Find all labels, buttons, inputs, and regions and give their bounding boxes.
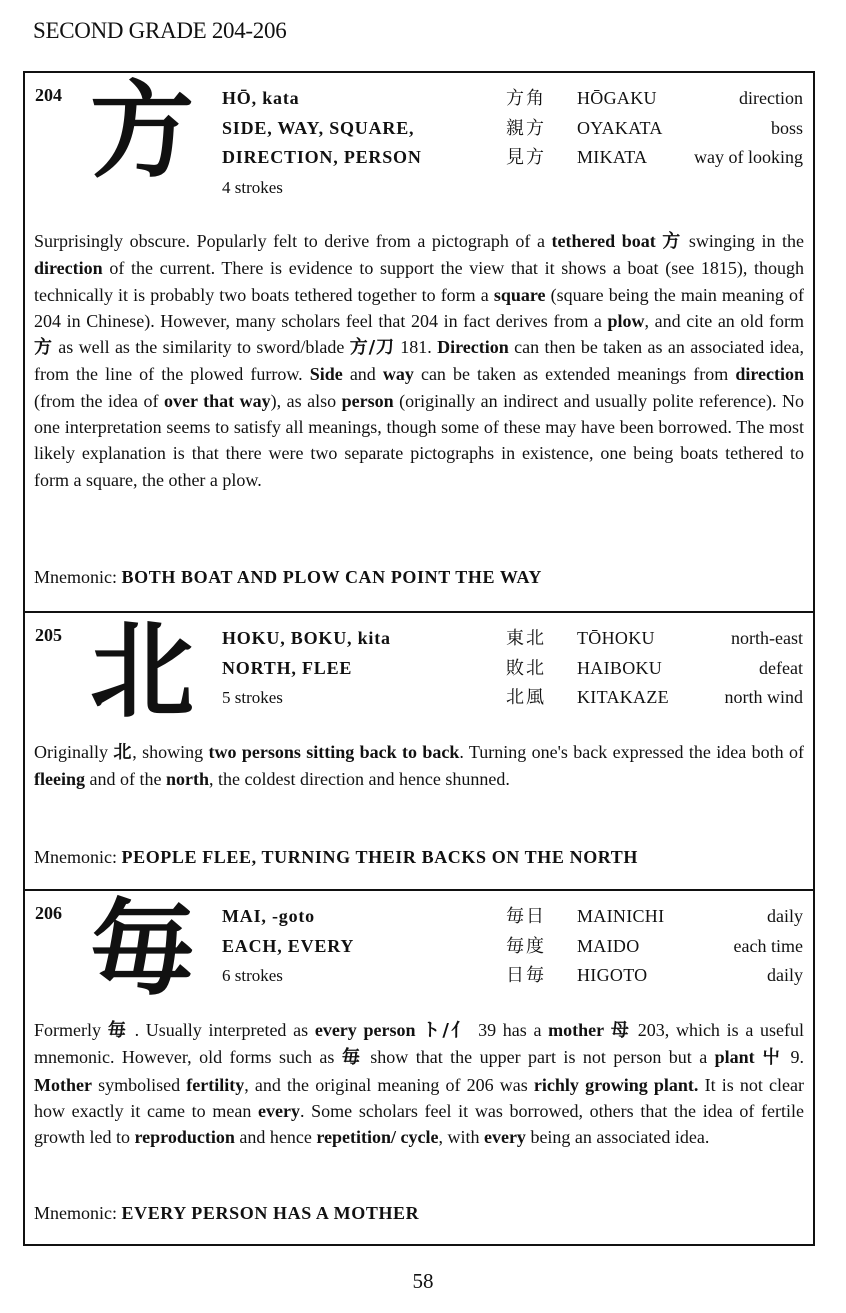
sword-glyph: 方/刀 (349, 337, 395, 359)
compound-reading: HIGOTO (577, 965, 648, 985)
mnemonic (34, 847, 638, 868)
readings: HŌ, kata (222, 88, 300, 108)
compound-meaning: north wind (724, 687, 803, 707)
compound-meaning: way of looking (694, 147, 803, 167)
compound-kanji: 毎日 (506, 906, 546, 927)
compound-kanji: 日毎 (506, 965, 546, 986)
meaning-line: SIDE, WAY, SQUARE, (222, 117, 415, 138)
compound-meaning: north-east (731, 628, 803, 648)
compound-list (506, 84, 803, 173)
mnemonic-label: Mnemonic: (34, 847, 117, 867)
compound-reading: MAINICHI (577, 906, 665, 926)
compound-kanji: 毎度 (506, 935, 546, 957)
mnemonic-label: Mnemonic: (34, 1203, 117, 1223)
readings-block (222, 624, 391, 713)
entry-number: 205 (35, 625, 62, 645)
compound-row (506, 932, 803, 962)
compound-reading: HŌGAKU (577, 88, 657, 108)
compound-row (506, 654, 803, 684)
readings: HOKU, BOKU, kita (222, 628, 391, 648)
meaning-line: NORTH, FLEE (222, 657, 353, 678)
former-form-glyph: 毎 (107, 1020, 128, 1041)
meaning-line: DIRECTION, PERSON (222, 147, 422, 167)
compound-reading: OYAKATA (577, 117, 663, 138)
compound-row (506, 624, 803, 654)
entry-number: 206 (35, 903, 62, 923)
kanji-character: 毎 (89, 888, 194, 1010)
meaning-line: EACH, EVERY (222, 935, 355, 956)
compound-reading: TŌHOKU (577, 628, 655, 648)
compound-reading: MAIDO (577, 935, 640, 956)
compound-kanji: 敗北 (506, 657, 546, 679)
compound-row (506, 902, 803, 932)
compound-reading: MIKATA (577, 147, 648, 167)
readings-block (222, 902, 354, 991)
mnemonic-label: Mnemonic: (34, 567, 117, 587)
compound-meaning: each time (733, 935, 803, 956)
kanji-entry-204 (25, 70, 813, 611)
compound-row (506, 143, 803, 173)
mnemonic (34, 567, 542, 588)
compound-kanji: 東北 (506, 628, 546, 649)
stroke-count: 6 strokes (222, 966, 283, 985)
compound-row (506, 114, 803, 144)
kanji-character: 北 (89, 610, 194, 732)
compound-kanji: 北風 (506, 687, 546, 708)
compound-row (506, 84, 803, 114)
page-header: SECOND GRADE 204-206 (33, 18, 287, 43)
plant-glyph: 屮 (762, 1047, 784, 1069)
compound-meaning: boss (770, 117, 803, 138)
compound-kanji: 親方 (506, 117, 546, 139)
old-form-glyph: 北 (113, 742, 133, 763)
compound-meaning: direction (739, 88, 803, 108)
entry-explanation: Surprisingly obscure. Popularly felt to derive from a pictograph of a tethered boat 方 swinging in the direction of the current. There is evidence to support the view that it shows a boat (see 1815), though technically it is probably two boats tethered together to form a square (square being the main meaning of 204 in Chinese). However, many scholars feel that 204 in fact derives from a plow, and cite an old form 方 as well as the similarity to sword/blade 方/刀 181. Direction can then be taken as an associated idea, from the line of the plowed furrow. Side and way can be taken as extended meanings from direction (from the idea of over that way), as also person (originally an indirect and usually polite reference). No one interpretation seems to satisfy all meanings, though some of these may have been borrowed. The most likely explanation is that there were two separate pictographs in existence, one being boats tethered to form a square, the other a plow. (34, 231, 805, 490)
entry-explanation: Formerly 毎 . Usually interpreted as every person ト/亻 39 has a mother 母 203, which is a useful mnemonic. However, old forms such as 毎 show that the upper part is not person but a plant 屮 9. Mother symbolised fertility, and the original meaning of 206 was richly growing plant. It is not clear how exactly it came to mean every. Some scholars feel it was borrowed, others that the idea of fertile growth led to reproduction and hence repetition/ cycle, with every being an associated idea. (34, 1020, 805, 1148)
mnemonic-text: BOTH BOAT AND PLOW CAN POINT THE WAY (121, 567, 543, 587)
compound-meaning: defeat (759, 657, 803, 678)
mnemonic-text: PEOPLE FLEE, TURNING THEIR BACKS ON THE NORTH (121, 847, 638, 867)
stroke-count: 5 strokes (222, 688, 283, 707)
compound-row (506, 961, 803, 991)
compound-meaning: daily (767, 965, 803, 985)
old-form-glyph: 毎 (341, 1047, 363, 1069)
compound-kanji: 方角 (506, 88, 546, 109)
readings-block (222, 84, 422, 202)
kanji-entry-206 (25, 889, 813, 1244)
plow-glyph: 方 (34, 337, 53, 359)
compound-list (506, 902, 803, 991)
compound-reading: HAIBOKU (577, 657, 663, 678)
compound-kanji: 見方 (506, 147, 546, 168)
compound-list (506, 624, 803, 713)
mnemonic (34, 1203, 419, 1224)
kanji-entry-205 (25, 611, 813, 889)
boat-glyph: 方 (662, 231, 683, 252)
readings: MAI, -goto (222, 906, 315, 926)
entry-explanation: Originally 北, showing two persons sitting back to back. Turning one's back expressed the idea both of fleeing and of the north, the coldest direction and hence shunned. (34, 742, 804, 790)
kanji-entries (23, 71, 815, 1246)
compound-reading: KITAKAZE (577, 687, 669, 707)
page-number: 58 (412, 1269, 434, 1293)
compound-meaning: daily (767, 906, 803, 926)
person-glyph: ト/亻 (422, 1020, 472, 1041)
kanji-character: 方 (89, 70, 194, 192)
mnemonic-text: EVERY PERSON HAS A MOTHER (121, 1203, 420, 1223)
mother-glyph: 母 (610, 1020, 632, 1041)
entry-number: 204 (35, 85, 62, 105)
stroke-count: 4 strokes (222, 177, 283, 197)
compound-row (506, 683, 803, 713)
